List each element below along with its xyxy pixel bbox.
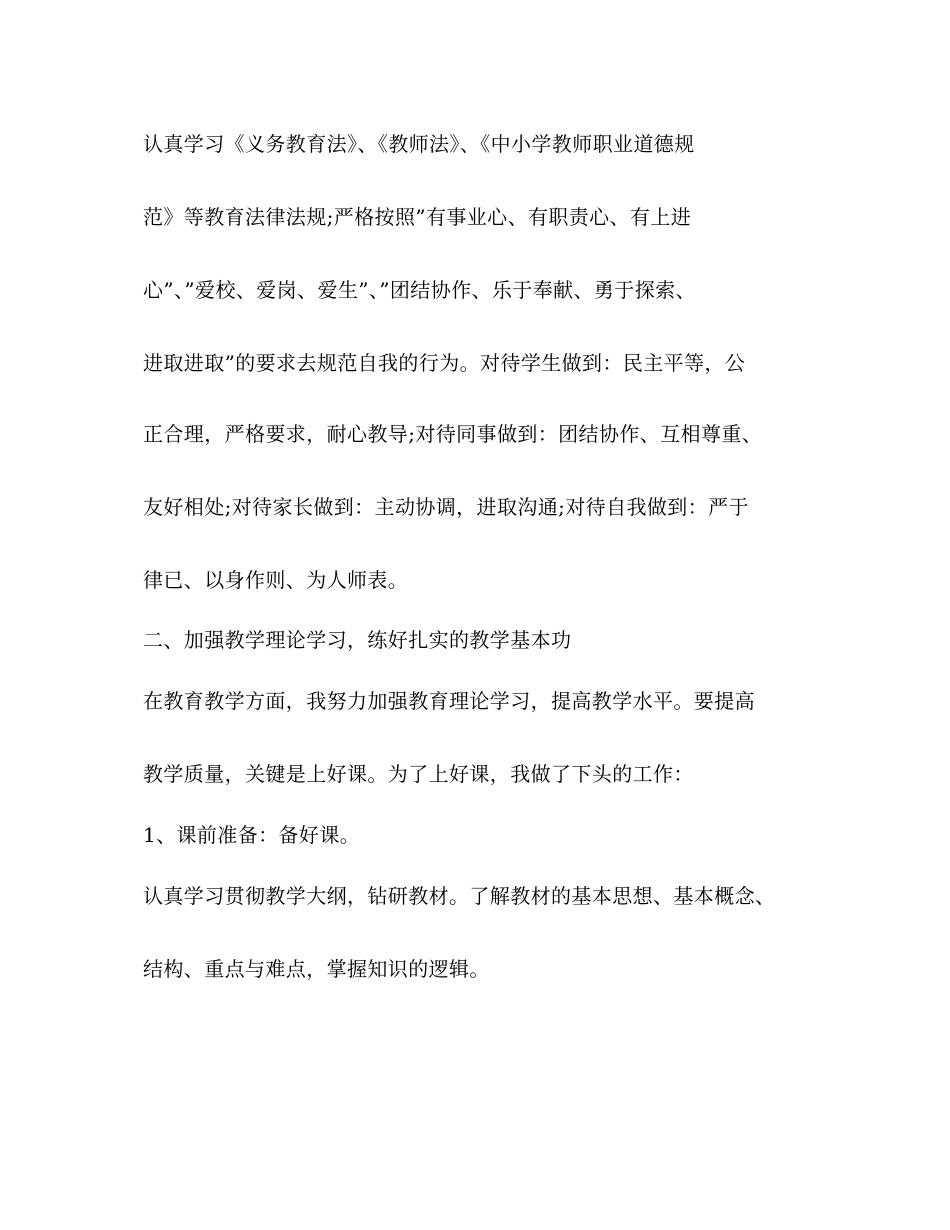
- text-line: 正合理，严格要求，耐心教导;对待同事做到：团结协作、互相尊重、: [143, 422, 763, 446]
- subsection-heading: 1、课前准备：备好课。: [143, 823, 361, 847]
- text-line: 心”、”爱校、爱岗、爱生”、”团结协作、乐于奉献、勇于探索、: [143, 278, 696, 302]
- text-line: 教学质量，关键是上好课。为了上好课，我做了下头的工作：: [143, 762, 694, 786]
- section-heading: 二、加强教学理论学习，练好扎实的教学基本功: [143, 628, 572, 652]
- text-line: 进取进取”的要求去规范自我的行为。对待学生做到：民主平等，公: [143, 351, 746, 375]
- text-line: 友好相处;对待家长做到：主动协调，进取沟通;对待自我做到：严于: [143, 495, 749, 519]
- text-line: 在教育教学方面，我努力加强教育理论学习，提高教学水平。要提高: [143, 689, 755, 713]
- text-line: 认真学习《义务教育法》、《教师法》、《中小学教师职业道德规: [143, 132, 695, 156]
- text-line: 范》等教育法律法规;严格按照”有事业心、有职责心、有上进: [143, 205, 692, 229]
- text-line: 律已、以身作则、为人师表。: [143, 568, 409, 592]
- text-line: 结构、重点与难点，掌握知识的逻辑。: [143, 957, 490, 981]
- text-line: 认真学习贯彻教学大纲，钻研教材。了解教材的基本思想、基本概念、: [143, 884, 776, 908]
